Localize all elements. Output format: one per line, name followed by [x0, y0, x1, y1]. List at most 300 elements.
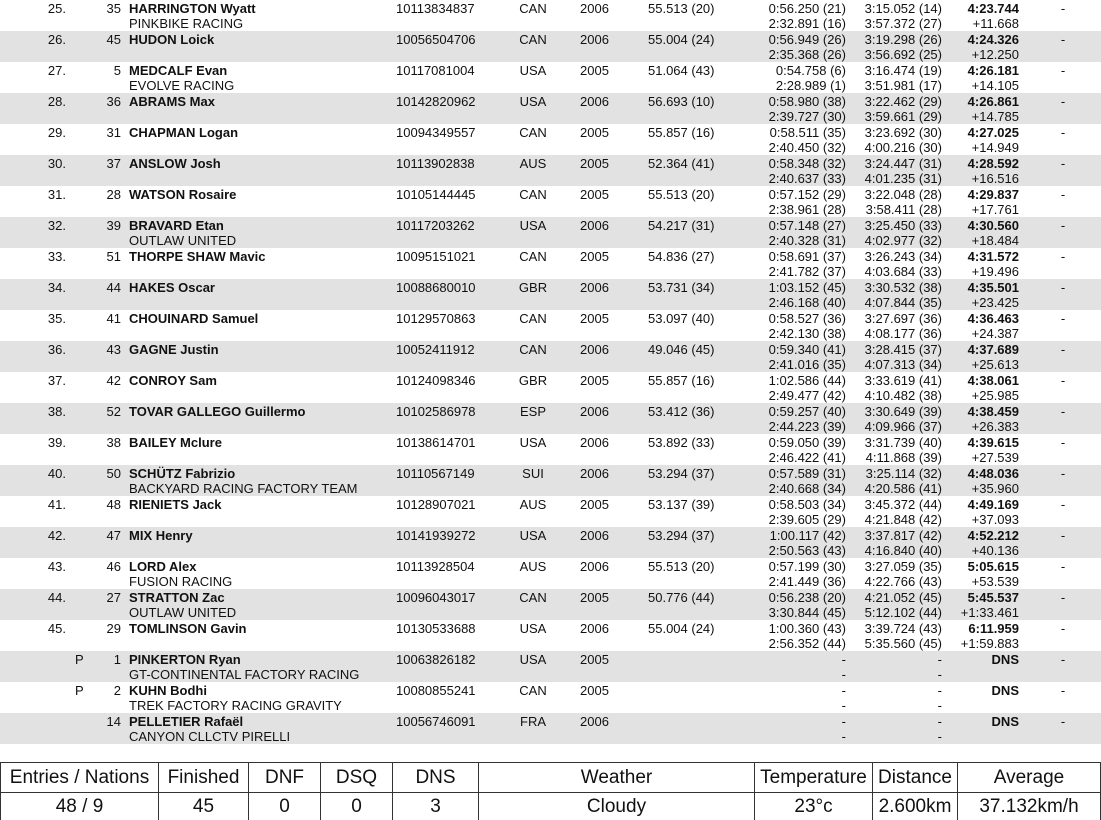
rider-nation: CAN — [519, 342, 547, 357]
rider-nation: ESP — [519, 404, 546, 419]
rider-uci-id: 10105144445 — [396, 187, 476, 202]
rider-team: GT-CONTINENTAL FACTORY RACING — [129, 667, 360, 682]
rider-split-4: 4:01.235 (31) — [864, 171, 942, 186]
rider-gap: +19.496 — [971, 264, 1019, 279]
rider-split-4: 3:51.981 (17) — [864, 78, 942, 93]
rider-birth-year: 2006 — [580, 528, 609, 543]
rider-points: - — [1060, 652, 1066, 667]
rider-name: WATSON Rosaire — [129, 187, 237, 202]
rider-time: 5:05.615 — [967, 559, 1019, 574]
rider-birth-year: 2006 — [580, 280, 609, 295]
rider-split-3: 3:22.462 (29) — [864, 94, 942, 109]
rider-rank: 31. — [47, 187, 66, 202]
rider-team: CANYON CLLCTV PIRELLI — [129, 729, 291, 744]
rider-split-2: 3:30.844 (45) — [768, 605, 846, 620]
rider-bib: 48 — [106, 497, 121, 512]
summary-dsq-header: DSQ — [320, 762, 392, 792]
rider-split-1: 0:58.511 (35) — [769, 125, 846, 140]
rider-split-2: 2:39.605 (29) — [768, 512, 846, 527]
rider-team: EVOLVE RACING — [129, 78, 235, 93]
rider-nation: CAN — [519, 590, 547, 605]
rider-split-1: 0:58.527 (36) — [768, 311, 846, 326]
rider-name: TOMLINSON Gavin — [129, 621, 247, 636]
result-row — [0, 310, 1101, 341]
rider-time: 4:29.837 — [967, 187, 1019, 202]
rider-split-2: 2:32.891 (16) — [768, 16, 846, 31]
rider-nation: USA — [519, 621, 547, 636]
rider-speed: 53.892 (33) — [648, 435, 715, 450]
rider-nation: USA — [519, 218, 547, 233]
rider-nation: GBR — [518, 280, 548, 295]
rider-split-1: 0:54.758 (6) — [775, 63, 846, 78]
rider-bib: 1 — [113, 652, 121, 667]
rider-gap: +25.613 — [971, 357, 1019, 372]
rider-split-2: 2:50.563 (43) — [768, 543, 846, 558]
rider-uci-id: 10129570863 — [396, 311, 476, 326]
rider-rank: 30. — [47, 156, 66, 171]
rider-split-3: 3:25.114 (32) — [865, 466, 942, 481]
rider-birth-year: 2005 — [580, 652, 609, 667]
rider-gap: +18.484 — [971, 233, 1019, 248]
rider-uci-id: 10080855241 — [396, 683, 476, 698]
rider-birth-year: 2006 — [580, 435, 609, 450]
rider-split-4: - — [937, 698, 942, 713]
rider-gap: +23.425 — [971, 295, 1019, 310]
rider-bib: 52 — [106, 404, 121, 419]
rider-split-4: 4:07.844 (35) — [864, 295, 942, 310]
rider-points: - — [1060, 187, 1066, 202]
rider-speed: 49.046 (45) — [648, 342, 715, 357]
rider-bib: 42 — [106, 373, 121, 388]
rider-uci-id: 10142820962 — [396, 94, 476, 109]
rider-time: DNS — [991, 714, 1019, 729]
rider-points: - — [1060, 32, 1066, 47]
rider-split-2: 2:40.637 (33) — [768, 171, 846, 186]
rider-split-3: 3:31.739 (40) — [864, 435, 942, 450]
rider-nation: FRA — [520, 714, 546, 729]
rider-name: SCHÜTZ Fabrizio — [129, 466, 236, 481]
result-row — [0, 651, 1101, 682]
rider-rank: 43. — [47, 559, 66, 574]
rider-points: - — [1060, 1, 1066, 16]
rider-gap: +53.539 — [971, 574, 1019, 589]
summary-dns-header: DNS — [392, 762, 478, 792]
rider-split-1: 0:58.691 (37) — [768, 249, 846, 264]
summary-weather-value: Cloudy — [478, 792, 754, 820]
rider-speed: 55.513 (20) — [648, 187, 715, 202]
result-row — [0, 186, 1101, 217]
rider-name: STRATTON Zac — [129, 590, 225, 605]
rider-uci-id: 10095151021 — [396, 249, 476, 264]
rider-name: CHOUINARD Samuel — [129, 311, 259, 326]
rider-split-3: - — [937, 652, 942, 667]
rider-time: 4:35.501 — [967, 280, 1019, 295]
rider-split-2: 2:38.961 (28) — [768, 202, 846, 217]
rider-nation: USA — [519, 652, 547, 667]
result-row — [0, 341, 1101, 372]
rider-uci-id: 10113834837 — [396, 1, 475, 16]
summary-dnf-header: DNF — [248, 762, 320, 792]
rider-split-4: 4:22.766 (43) — [864, 574, 942, 589]
rider-time: 4:30.560 — [967, 218, 1019, 233]
rider-birth-year: 2005 — [580, 156, 609, 171]
rider-split-4: 3:59.661 (29) — [864, 109, 942, 124]
rider-team: TREK FACTORY RACING GRAVITY — [129, 698, 342, 713]
rider-split-2: 2:44.223 (39) — [768, 419, 846, 434]
rider-gap: +14.949 — [971, 140, 1019, 155]
rider-time: DNS — [991, 652, 1019, 667]
summary-weather-header: Weather — [478, 762, 754, 792]
rider-split-1: 1:03.152 (45) — [768, 280, 846, 295]
rider-speed: 50.776 (44) — [648, 590, 715, 605]
rider-rank: 34. — [47, 280, 66, 295]
rider-gap: +40.136 — [971, 543, 1019, 558]
rider-bib: 47 — [106, 528, 121, 543]
rider-name: HAKES Oscar — [129, 280, 215, 295]
rider-birth-year: 2005 — [580, 63, 609, 78]
rider-speed: 54.836 (27) — [648, 249, 715, 264]
rider-name: LORD Alex — [129, 559, 197, 574]
rider-birth-year: 2005 — [580, 373, 609, 388]
rider-time: 6:11.959 — [968, 621, 1019, 636]
rider-team: OUTLAW UNITED — [129, 233, 237, 248]
rider-uci-id: 10128907021 — [396, 497, 476, 512]
rider-split-3: - — [937, 714, 942, 729]
rider-team: PINKBIKE RACING — [129, 16, 244, 31]
rider-split-4: - — [937, 667, 942, 682]
rider-uci-id: 10117081004 — [396, 63, 475, 78]
rider-birth-year: 2006 — [580, 218, 609, 233]
rider-status: P — [75, 683, 84, 698]
rider-rank: 29. — [47, 125, 66, 140]
rider-points: - — [1060, 714, 1066, 729]
summary-average-header: Average — [957, 762, 1101, 792]
rider-split-3: 3:30.649 (39) — [864, 404, 942, 419]
rider-birth-year: 2006 — [580, 94, 609, 109]
rider-nation: AUS — [519, 559, 547, 574]
rider-points: - — [1060, 156, 1066, 171]
rider-birth-year: 2006 — [580, 621, 609, 636]
rider-speed: 55.513 (20) — [648, 1, 715, 16]
rider-split-2: 2:46.422 (41) — [768, 450, 846, 465]
rider-bib: 41 — [106, 311, 121, 326]
rider-bib: 44 — [106, 280, 121, 295]
rider-gap: +25.985 — [971, 388, 1019, 403]
rider-name: ABRAMS Max — [129, 94, 215, 109]
rider-rank: 33. — [47, 249, 66, 264]
rider-bib: 31 — [106, 125, 121, 140]
rider-gap: +12.250 — [971, 47, 1019, 62]
rider-bib: 46 — [106, 559, 121, 574]
rider-rank: 41. — [47, 497, 66, 512]
rider-split-1: 0:57.589 (31) — [768, 466, 846, 481]
rider-time: 4:49.169 — [967, 497, 1019, 512]
rider-bib: 39 — [106, 218, 121, 233]
summary-distance-header: Distance — [872, 762, 957, 792]
rider-time: 4:36.463 — [967, 311, 1019, 326]
rider-split-3: 3:33.619 (41) — [864, 373, 942, 388]
rider-bib: 5 — [113, 63, 121, 78]
rider-speed: 55.004 (24) — [648, 621, 715, 636]
rider-split-4: 4:11.868 (39) — [865, 450, 942, 465]
rider-split-3: 3:45.372 (44) — [864, 497, 942, 512]
rider-split-1: 0:59.340 (41) — [768, 342, 846, 357]
summary-finished-header: Finished — [158, 762, 248, 792]
rider-split-2: 2:56.352 (44) — [768, 636, 846, 651]
rider-uci-id: 10113928504 — [396, 559, 475, 574]
rider-status: P — [75, 652, 84, 667]
rider-rank: 37. — [47, 373, 66, 388]
rider-split-3: 3:23.692 (30) — [864, 125, 942, 140]
rider-time: 4:28.592 — [967, 156, 1019, 171]
rider-uci-id: 10094349557 — [396, 125, 476, 140]
rider-split-1: - — [841, 652, 846, 667]
rider-points: - — [1060, 621, 1066, 636]
rider-birth-year: 2005 — [580, 187, 609, 202]
summary-distance-value: 2.600km — [872, 792, 957, 820]
rider-time: 4:27.025 — [967, 125, 1019, 140]
result-row — [0, 434, 1101, 465]
rider-uci-id: 10130533688 — [396, 621, 476, 636]
rider-speed: 53.137 (39) — [648, 497, 715, 512]
rider-nation: AUS — [519, 497, 547, 512]
result-row — [0, 62, 1101, 93]
rider-name: RIENIETS Jack — [129, 497, 222, 512]
rider-rank: 26. — [47, 32, 66, 47]
rider-nation: CAN — [519, 32, 547, 47]
rider-rank: 39. — [47, 435, 66, 450]
rider-split-2: 2:41.449 (36) — [768, 574, 846, 589]
rider-split-4: 4:02.977 (32) — [864, 233, 942, 248]
rider-split-3: 3:28.415 (37) — [864, 342, 942, 357]
rider-nation: CAN — [519, 249, 547, 264]
rider-split-2: 2:35.368 (26) — [768, 47, 846, 62]
rider-split-3: 3:39.724 (43) — [864, 621, 942, 636]
rider-points: - — [1060, 528, 1066, 543]
rider-birth-year: 2006 — [580, 342, 609, 357]
rider-rank: 42. — [47, 528, 66, 543]
rider-nation: CAN — [519, 125, 547, 140]
rider-rank: 44. — [47, 590, 66, 605]
summary-entries-nations-value: 48 / 9 — [0, 792, 158, 820]
rider-points: - — [1060, 218, 1066, 233]
rider-birth-year: 2006 — [580, 32, 609, 47]
rider-time: DNS — [991, 683, 1019, 698]
rider-rank: 40. — [47, 466, 66, 481]
rider-nation: CAN — [519, 311, 547, 326]
result-row — [0, 713, 1101, 744]
result-row — [0, 372, 1101, 403]
rider-name: PINKERTON Ryan — [129, 652, 241, 667]
rider-name: PELLETIER Rafaël — [129, 714, 244, 729]
rider-birth-year: 2005 — [580, 125, 609, 140]
rider-rank: 45. — [47, 621, 66, 636]
rider-points: - — [1060, 435, 1066, 450]
result-row — [0, 0, 1101, 31]
result-row — [0, 93, 1101, 124]
rider-time: 4:31.572 — [967, 249, 1019, 264]
rider-birth-year: 2005 — [580, 249, 609, 264]
rider-split-1: 0:57.199 (30) — [768, 559, 846, 574]
rider-split-2: 2:41.782 (37) — [768, 264, 846, 279]
rider-points: - — [1060, 63, 1066, 78]
rider-split-2: 2:42.130 (38) — [768, 326, 846, 341]
rider-split-2: 2:39.727 (30) — [768, 109, 846, 124]
rider-uci-id: 10096043017 — [396, 590, 476, 605]
rider-uci-id: 10113902838 — [396, 156, 475, 171]
rider-split-4: 4:10.482 (38) — [864, 388, 942, 403]
rider-speed: 55.004 (24) — [648, 32, 715, 47]
rider-split-1: - — [841, 714, 846, 729]
rider-time: 4:26.181 — [967, 63, 1019, 78]
rider-split-3: 3:22.048 (28) — [864, 187, 942, 202]
rider-points: - — [1060, 94, 1066, 109]
rider-split-3: 3:37.817 (42) — [864, 528, 942, 543]
rider-birth-year: 2006 — [580, 404, 609, 419]
rider-speed: 54.217 (31) — [648, 218, 715, 233]
rider-time: 4:48.036 — [967, 466, 1019, 481]
rider-split-3: 3:25.450 (33) — [864, 218, 942, 233]
rider-split-2: 2:46.168 (40) — [768, 295, 846, 310]
rider-split-2: - — [841, 698, 846, 713]
rider-name: MEDCALF Evan — [129, 63, 228, 78]
rider-bib: 29 — [106, 621, 121, 636]
rider-time: 4:24.326 — [967, 32, 1019, 47]
rider-bib: 51 — [106, 249, 121, 264]
rider-gap: +35.960 — [971, 481, 1019, 496]
summary-dnf-value: 0 — [248, 792, 320, 820]
rider-time: 4:52.212 — [967, 528, 1019, 543]
rider-split-4: 4:00.216 (30) — [864, 140, 942, 155]
rider-split-1: 0:59.050 (39) — [768, 435, 846, 450]
rider-split-2: 2:28.989 (1) — [775, 78, 846, 93]
rider-gap: +37.093 — [971, 512, 1019, 527]
rider-uci-id: 10056746091 — [396, 714, 476, 729]
rider-rank: 28. — [47, 94, 66, 109]
rider-rank: 25. — [47, 1, 66, 16]
result-row — [0, 217, 1101, 248]
rider-uci-id: 10052411912 — [396, 342, 475, 357]
rider-split-4: 3:58.411 (28) — [865, 202, 942, 217]
rider-uci-id: 10063826182 — [396, 652, 476, 667]
rider-uci-id: 10088680010 — [396, 280, 476, 295]
rider-bib: 37 — [106, 156, 121, 171]
rider-time: 4:26.861 — [967, 94, 1019, 109]
rider-gap: +11.668 — [972, 16, 1019, 31]
rider-time: 4:37.689 — [967, 342, 1019, 357]
result-row — [0, 465, 1101, 496]
rider-points: - — [1060, 311, 1066, 326]
rider-speed: 53.294 (37) — [648, 528, 715, 543]
rider-split-1: 0:56.949 (26) — [768, 32, 846, 47]
rider-points: - — [1060, 249, 1066, 264]
rider-name: CONROY Sam — [129, 373, 217, 388]
rider-points: - — [1060, 125, 1066, 140]
rider-bib: 38 — [106, 435, 121, 450]
rider-split-4: 4:09.966 (37) — [864, 419, 942, 434]
rider-split-1: 1:00.117 (42) — [769, 528, 846, 543]
rider-split-3: 3:19.298 (26) — [864, 32, 942, 47]
rider-split-4: - — [937, 729, 942, 744]
rider-birth-year: 2006 — [580, 559, 609, 574]
rider-rank: 35. — [47, 311, 66, 326]
rider-gap: +26.383 — [971, 419, 1019, 434]
rider-split-1: 0:58.348 (32) — [768, 156, 846, 171]
summary-temperature-header: Temperature — [754, 762, 872, 792]
result-row — [0, 496, 1101, 527]
rider-rank: 32. — [47, 218, 66, 233]
rider-bib: 50 — [106, 466, 121, 481]
rider-split-1: 1:00.360 (43) — [768, 621, 846, 636]
rider-birth-year: 2005 — [580, 683, 609, 698]
rider-split-3: 3:16.474 (19) — [864, 63, 942, 78]
rider-speed: 55.857 (16) — [648, 373, 715, 388]
rider-split-4: 4:21.848 (42) — [864, 512, 942, 527]
result-row — [0, 248, 1101, 279]
rider-gap: +24.387 — [971, 326, 1019, 341]
rider-split-1: 0:58.503 (34) — [768, 497, 846, 512]
rider-split-1: 0:57.148 (27) — [768, 218, 846, 233]
rider-split-4: 4:07.313 (34) — [864, 357, 942, 372]
rider-name: HUDON Loick — [129, 32, 215, 47]
rider-speed: 53.731 (34) — [648, 280, 715, 295]
rider-bib: 14 — [106, 714, 121, 729]
summary-dsq-value: 0 — [320, 792, 392, 820]
rider-speed: 51.064 (43) — [648, 63, 715, 78]
rider-gap: +14.105 — [971, 78, 1019, 93]
rider-birth-year: 2005 — [580, 590, 609, 605]
result-row — [0, 527, 1101, 558]
rider-speed: 56.693 (10) — [648, 94, 715, 109]
rider-speed: 55.857 (16) — [648, 125, 715, 140]
rider-bib: 28 — [106, 187, 121, 202]
rider-split-2: 2:40.328 (31) — [768, 233, 846, 248]
rider-rank: 27. — [47, 63, 66, 78]
rider-split-1: 0:56.238 (20) — [768, 590, 846, 605]
rider-birth-year: 2006 — [580, 714, 609, 729]
rider-birth-year: 2005 — [580, 311, 609, 326]
rider-split-4: 5:12.102 (44) — [864, 605, 942, 620]
rider-split-2: 2:41.016 (35) — [768, 357, 846, 372]
rider-nation: CAN — [519, 1, 547, 16]
rider-split-1: - — [841, 683, 846, 698]
rider-name: ANSLOW Josh — [129, 156, 221, 171]
rider-uci-id: 10102586978 — [396, 404, 476, 419]
rider-bib: 35 — [106, 1, 121, 16]
rider-nation: USA — [519, 94, 547, 109]
rider-time: 4:38.061 — [967, 373, 1019, 388]
rider-name: THORPE SHAW Mavic — [129, 249, 266, 264]
result-row — [0, 31, 1101, 62]
summary-average-value: 37.132km/h — [957, 792, 1101, 820]
rider-points: - — [1060, 280, 1066, 295]
rider-bib: 27 — [106, 590, 121, 605]
rider-speed: 53.294 (37) — [648, 466, 715, 481]
summary-finished-value: 45 — [158, 792, 248, 820]
rider-team: OUTLAW UNITED — [129, 605, 237, 620]
rider-bib: 43 — [106, 342, 121, 357]
rider-time: 4:38.459 — [967, 404, 1019, 419]
rider-split-3: 3:30.532 (38) — [864, 280, 942, 295]
rider-points: - — [1060, 342, 1066, 357]
rider-name: KUHN Bodhi — [129, 683, 207, 698]
rider-split-2: - — [841, 729, 846, 744]
rider-split-3: 3:24.447 (31) — [864, 156, 942, 171]
rider-gap: +27.539 — [971, 450, 1019, 465]
rider-uci-id: 10117203262 — [396, 218, 475, 233]
rider-nation: GBR — [518, 373, 548, 388]
rider-speed: 52.364 (41) — [648, 156, 715, 171]
